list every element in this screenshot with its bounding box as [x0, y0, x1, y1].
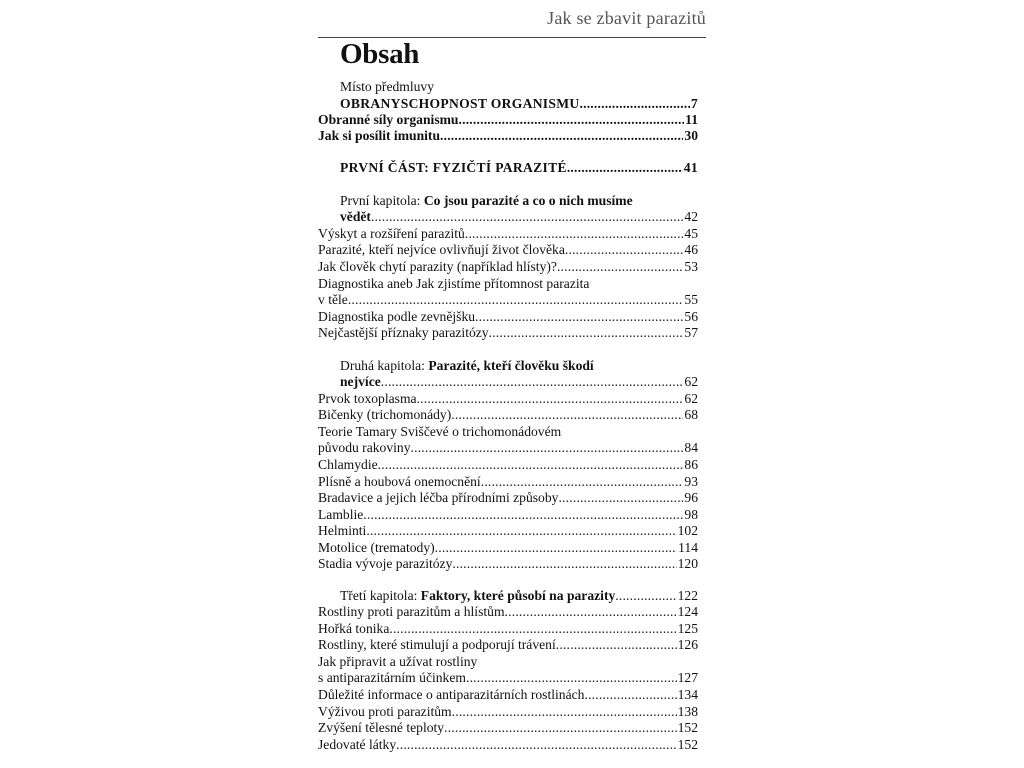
toc-entry-label: Jak připravit a užívat rostliny [318, 654, 478, 669]
toc-entry-label: nejvíce [340, 374, 381, 389]
toc-entry [318, 621, 698, 637]
toc-chapter1-heading [340, 193, 633, 209]
toc-chapter2-heading [340, 358, 594, 374]
toc-entry-label: Důležité informace o antiparazitárních rostlinách [318, 687, 585, 702]
toc-entry [318, 391, 698, 407]
toc-entry-label: vědět [340, 209, 371, 224]
chapter-prefix: První kapitola: [340, 193, 421, 208]
toc-entry-part0 [340, 96, 698, 112]
toc-page-number: 45 [684, 226, 698, 241]
toc-entry-label: Lamblie [318, 507, 364, 522]
toc-entry-label: Motolice (trematody) [318, 540, 435, 555]
toc-entry [318, 309, 698, 325]
toc-entry-label: Výskyt a rozšíření parazitů [318, 226, 465, 241]
toc-leader-dots [348, 292, 684, 308]
toc-leader-dots [584, 687, 676, 703]
toc-leader-dots [615, 588, 676, 604]
toc-leader-dots [556, 637, 677, 653]
toc-entry [318, 128, 698, 144]
toc-page-number: 127 [677, 670, 698, 685]
toc-page-number: 93 [684, 474, 698, 489]
toc-entry [318, 440, 698, 456]
toc-entry [318, 523, 698, 539]
toc-entry [318, 704, 698, 720]
toc-entry-part1 [340, 160, 698, 176]
toc-leader-dots [381, 374, 684, 390]
toc-entry-label: Chlamydie [318, 457, 378, 472]
toc-page-number: 62 [684, 374, 698, 389]
toc-entry-label: Plísně a houbová onemocnění [318, 474, 481, 489]
toc-entry-label: Helminti [318, 523, 367, 538]
page-title: Obsah [340, 38, 420, 70]
book-page [318, 0, 706, 768]
toc-entry-label: Zvýšení tělesné teploty [318, 720, 445, 735]
toc-entry [318, 112, 698, 128]
toc-leader-dots [451, 407, 683, 423]
toc-page-number: 41 [683, 160, 698, 175]
toc-leader-dots [378, 457, 684, 473]
toc-entry-label: Stadia vývoje parazitózy [318, 556, 453, 571]
toc-entry [318, 556, 698, 572]
toc-entry-label: Prvok toxoplasma [318, 391, 417, 406]
toc-intro: Místo předmluvy [340, 79, 435, 94]
toc-entry-label: Výživou proti parazitům [318, 704, 452, 719]
toc-entry [318, 292, 698, 308]
toc-page-number: 120 [677, 556, 698, 571]
toc-entry-label: OBRANYSCHOPNOST ORGANISMU [340, 96, 580, 111]
toc-page-number: 42 [684, 209, 698, 224]
toc-entry-label: Hořká tonika [318, 621, 390, 636]
toc-entry [318, 604, 698, 620]
toc-entry-label: Obranné síly organismu [318, 112, 459, 127]
toc-leader-dots [489, 325, 684, 341]
chapter-title: Parazité, kteří člověku škodí [428, 358, 594, 373]
chapter-title: Faktory, které působí na parazity [420, 588, 616, 603]
toc-page-number: 11 [685, 112, 698, 127]
toc-page-number: 53 [684, 259, 698, 274]
toc-page-number: 86 [684, 457, 698, 472]
toc-page-number: 102 [677, 523, 698, 538]
toc-entry-label: Rostliny proti parazitům a hlístům [318, 604, 505, 619]
toc-entry [318, 737, 698, 753]
toc-entry [318, 226, 698, 242]
toc-entry [318, 507, 698, 523]
toc-entry [318, 259, 698, 275]
toc-leader-dots [396, 737, 676, 753]
toc-entry-label: původu rakoviny [318, 440, 411, 455]
toc-entry-label: v těle [318, 292, 348, 307]
toc-entry-chapter2 [340, 374, 698, 390]
toc-page-number: 46 [684, 242, 698, 257]
toc-page-number: 84 [684, 440, 698, 455]
toc-leader-dots [466, 670, 677, 686]
toc-entry [318, 490, 698, 506]
toc-leader-dots [580, 96, 690, 112]
toc-entry [318, 474, 698, 490]
toc-leader-dots [565, 242, 684, 258]
toc-page-number: 138 [677, 704, 698, 719]
toc-page-number: 152 [677, 737, 698, 752]
toc-entry-label: Nejčastější příznaky parazitózy [318, 325, 489, 340]
toc-entry-label: Teorie Tamary Sviščevé o trichomonádovém [318, 424, 562, 439]
toc-entry-label: Parazité, kteří nejvíce ovlivňují život člověka [318, 242, 565, 257]
toc-entry-label: Diagnostika podle zevnějšku [318, 309, 476, 324]
toc-entry-label: s antiparazitárním účinkem [318, 670, 466, 685]
toc-leader-dots [371, 209, 683, 225]
toc-entry-chapter3 [340, 588, 698, 604]
toc-page-number: 126 [677, 637, 698, 652]
toc-entry-label: Bradavice a jejich léčba přírodními způsoby [318, 490, 559, 505]
toc-entry-label [340, 588, 615, 604]
toc-page-number: 68 [684, 407, 698, 422]
toc-leader-dots [417, 391, 684, 407]
toc-page-number: 124 [677, 604, 698, 619]
toc-page-number: 152 [677, 720, 698, 735]
chapter-prefix: Druhá kapitola: [340, 358, 425, 373]
toc-entry-label: PRVNÍ ČÁST: FYZIČTÍ PARAZITÉ [340, 160, 567, 175]
toc-leader-dots [481, 474, 684, 490]
toc-leader-dots [444, 720, 677, 736]
toc-leader-dots [558, 490, 683, 506]
toc-entry [318, 670, 698, 686]
toc-entry [318, 325, 698, 341]
toc-entry [318, 687, 698, 703]
toc-leader-dots [435, 540, 677, 556]
toc-entry [318, 457, 698, 473]
toc-leader-dots [465, 226, 684, 242]
toc-page-number: 125 [677, 621, 698, 636]
toc-entry-label: Diagnostika aneb Jak zjistíme přítomnost parazita [318, 276, 590, 291]
toc-leader-dots [567, 160, 683, 176]
toc-leader-dots [452, 704, 677, 720]
toc-page-number: 62 [684, 391, 698, 406]
toc-leader-dots [366, 523, 676, 539]
toc-leader-dots [459, 112, 685, 128]
toc-leader-dots [452, 556, 676, 572]
toc-page-number: 55 [684, 292, 698, 307]
toc-entry-label: Jak člověk chytí parazity (například hlísty)? [318, 259, 557, 274]
toc-entry-label: Jedovaté látky [318, 737, 397, 752]
toc-entry-chapter1 [340, 209, 698, 225]
running-header: Jak se zbavit parazitů [547, 8, 706, 28]
toc-leader-dots [475, 309, 683, 325]
toc-entry [318, 407, 698, 423]
toc-entry [318, 540, 698, 556]
toc-entry-label: Bičenky (trichomonády) [318, 407, 452, 422]
toc-leader-dots [505, 604, 677, 620]
toc-page-number: 122 [677, 588, 698, 603]
toc-page-number: 114 [678, 540, 698, 555]
toc-leader-dots [440, 128, 683, 144]
toc-leader-dots [411, 440, 684, 456]
toc-page-number: 57 [684, 325, 698, 340]
chapter-prefix: Třetí kapitola: [340, 588, 418, 603]
toc-page-number: 96 [684, 490, 698, 505]
chapter-title: Co jsou parazité a co o nich musíme [423, 193, 633, 208]
toc-entry [318, 637, 698, 653]
toc-page-number: 134 [677, 687, 698, 702]
toc-leader-dots [557, 259, 683, 275]
toc-entry [318, 720, 698, 736]
toc-entry [318, 242, 698, 258]
toc-page-number: 30 [684, 128, 698, 143]
toc-entry-label: Rostliny, které stimulují a podporují trávení [318, 637, 556, 652]
toc-page-number: 7 [690, 96, 698, 111]
toc-leader-dots [389, 621, 676, 637]
toc-entry-label: Jak si posílit imunitu [318, 128, 441, 143]
toc-page-number: 98 [684, 507, 698, 522]
toc-page-number: 56 [684, 309, 698, 324]
toc-leader-dots [363, 507, 683, 523]
